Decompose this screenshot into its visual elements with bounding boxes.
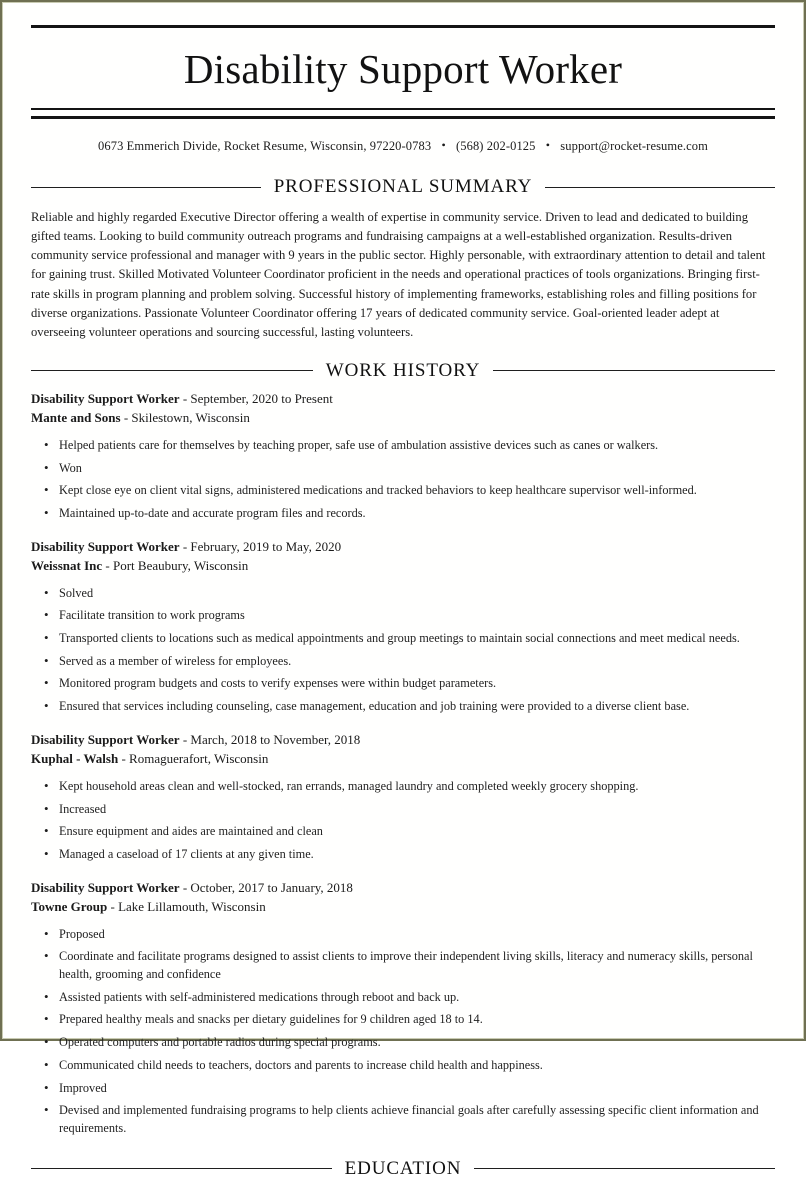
heading-rule-left bbox=[31, 1168, 332, 1169]
list-item: • Proposed bbox=[31, 926, 775, 944]
job-company: Mante and Sons bbox=[31, 409, 121, 425]
list-item: • Monitored program budgets and costs to verify expenses were within budget parameters. bbox=[31, 675, 775, 693]
job-location: - Port Beaubury, Wisconsin bbox=[105, 557, 249, 573]
list-item: • Operated computers and portable radios during special programs. bbox=[31, 1034, 775, 1052]
job-company-line bbox=[31, 898, 775, 917]
list-item: • Won bbox=[31, 460, 775, 478]
heading-rule-right bbox=[545, 187, 775, 188]
contact-line bbox=[31, 138, 775, 154]
list-item: • Solved bbox=[31, 585, 775, 603]
list-item: • Facilitate transition to work programs bbox=[31, 607, 775, 625]
list-item: • Assisted patients with self-administered medications through reboot and back up. bbox=[31, 989, 775, 1007]
job-dates: - October, 2017 to January, 2018 bbox=[182, 879, 353, 895]
list-item: • Kept close eye on client vital signs, administered medications and tracked behaviors to keep healthcare supervisor well-informed. bbox=[31, 482, 775, 500]
list-item: • Served as a member of wireless for employees. bbox=[31, 653, 775, 671]
job-bullet-list bbox=[31, 926, 775, 1138]
job-company-line bbox=[31, 750, 775, 769]
job-title: Disability Support Worker bbox=[31, 879, 180, 895]
page-title: Disability Support Worker bbox=[183, 46, 623, 92]
section-heading-work-history bbox=[31, 360, 775, 382]
job-title: Disability Support Worker bbox=[31, 538, 180, 554]
list-item: • Ensured that services including counseling, case management, education and job training were provided to a diverse client base. bbox=[31, 698, 775, 716]
job-title: Disability Support Worker bbox=[31, 731, 180, 747]
job-company-line bbox=[31, 409, 775, 428]
list-item: • Ensure equipment and aides are maintained and clean bbox=[31, 823, 775, 841]
section-title: WORK HISTORY bbox=[325, 359, 481, 381]
heading-rule-left bbox=[31, 370, 313, 371]
job-company: Kuphal - Walsh bbox=[31, 750, 119, 766]
list-item: • Maintained up-to-date and accurate program files and records. bbox=[31, 505, 775, 523]
list-item: • Transported clients to locations such as medical appointments and group meetings to maintain social connections and meet medical needs. bbox=[31, 630, 775, 648]
heading-rule-right bbox=[493, 370, 775, 371]
work-history-list bbox=[31, 390, 775, 1138]
list-item: • Coordinate and facilitate programs designed to assist clients to improve their independent living skills, literacy and numeracy skills, personal health, grooming and confidence bbox=[31, 948, 775, 983]
list-item: • Managed a caseload of 17 clients at any given time. bbox=[31, 846, 775, 864]
section-title: EDUCATION bbox=[344, 1157, 462, 1179]
contact-separator-1: • bbox=[441, 138, 446, 152]
list-item: • Helped patients care for themselves by teaching proper, safe use of ambulation assistive devices such as canes or walkers. bbox=[31, 437, 775, 455]
job-title-line bbox=[31, 879, 775, 898]
section-heading-education bbox=[31, 1158, 775, 1180]
section-title: PROFESSIONAL SUMMARY bbox=[273, 176, 533, 197]
job-title-line bbox=[31, 538, 775, 557]
list-item: • Increased bbox=[31, 801, 775, 819]
contact-separator-2: • bbox=[545, 138, 551, 152]
job-company-line bbox=[31, 557, 775, 576]
contact-phone: (568) 202-0125 bbox=[455, 139, 536, 153]
list-item: • Communicated child needs to teachers, doctors and parents to increase child health and happiness. bbox=[31, 1057, 775, 1075]
heading-rule-left bbox=[31, 187, 261, 188]
heading-rule-right bbox=[474, 1168, 775, 1169]
job-location: - Skilestown, Wisconsin bbox=[123, 409, 250, 425]
job-title-line bbox=[31, 390, 775, 409]
job-company: Towne Group bbox=[31, 898, 108, 914]
work-history-entry bbox=[31, 731, 775, 864]
job-dates: - March, 2018 to November, 2018 bbox=[182, 731, 361, 747]
header-top-rule bbox=[31, 25, 775, 28]
job-bullet-list bbox=[31, 778, 775, 864]
job-dates: - September, 2020 to Present bbox=[182, 390, 333, 406]
header-bottom-rule bbox=[31, 108, 775, 119]
list-item: • Devised and implemented fundraising programs to help clients achieve financial goals after carefully assessing specific client information and requirements. bbox=[31, 1102, 775, 1137]
job-bullet-list bbox=[31, 437, 775, 523]
section-heading-professional-summary bbox=[31, 176, 775, 198]
job-company: Weissnat Inc bbox=[31, 557, 103, 573]
work-history-entry bbox=[31, 879, 775, 1138]
work-history-entry bbox=[31, 390, 775, 523]
work-history-entry bbox=[31, 538, 775, 716]
contact-email: support@rocket-resume.com bbox=[560, 139, 708, 153]
job-bullet-list bbox=[31, 585, 775, 716]
contact-address: 0673 Emmerich Divide, Rocket Resume, Wisconsin, 97220-0783 bbox=[98, 139, 432, 153]
list-item: • Kept household areas clean and well-stocked, ran errands, managed laundry and completed weekly grocery shopping. bbox=[31, 778, 775, 796]
job-location: - Romaguerafort, Wisconsin bbox=[121, 750, 269, 766]
job-dates: - February, 2019 to May, 2020 bbox=[182, 538, 342, 554]
professional-summary-text: Reliable and highly regarded Executive Director offering a wealth of expertise in community service. Driven to lead and dedicated to building gifted teams. Looking to build community outreach programs and fundraising campaigns at a well-established organization. Results-driven community service professional and manager with 9 years in the public sector. Highly personable, with extraordinary attention to detail and talent for gaining trust. Skilled Motivated Volunteer Coordinator proficient in the needs and operational practices of tools organizations. Bringing first-rate skills in program planning and problem solving. Successful history of implementing frameworks, establishing roles and filling positions for diverse organizations. Passionate Volunteer Coordinator offering 17 years of dedicated community service. Goal-oriented leader adept at overseeing volunteer operations and sourcing successful, lasting volunteers. bbox=[31, 210, 766, 339]
job-location: - Lake Lillamouth, Wisconsin bbox=[110, 898, 266, 914]
resume-page-inner bbox=[2, 2, 804, 1179]
job-title: Disability Support Worker bbox=[31, 390, 180, 406]
list-item: • Improved bbox=[31, 1080, 775, 1098]
job-title-line bbox=[31, 731, 775, 750]
list-item: • Prepared healthy meals and snacks per dietary guidelines for 9 children aged 18 to 14. bbox=[31, 1011, 775, 1029]
